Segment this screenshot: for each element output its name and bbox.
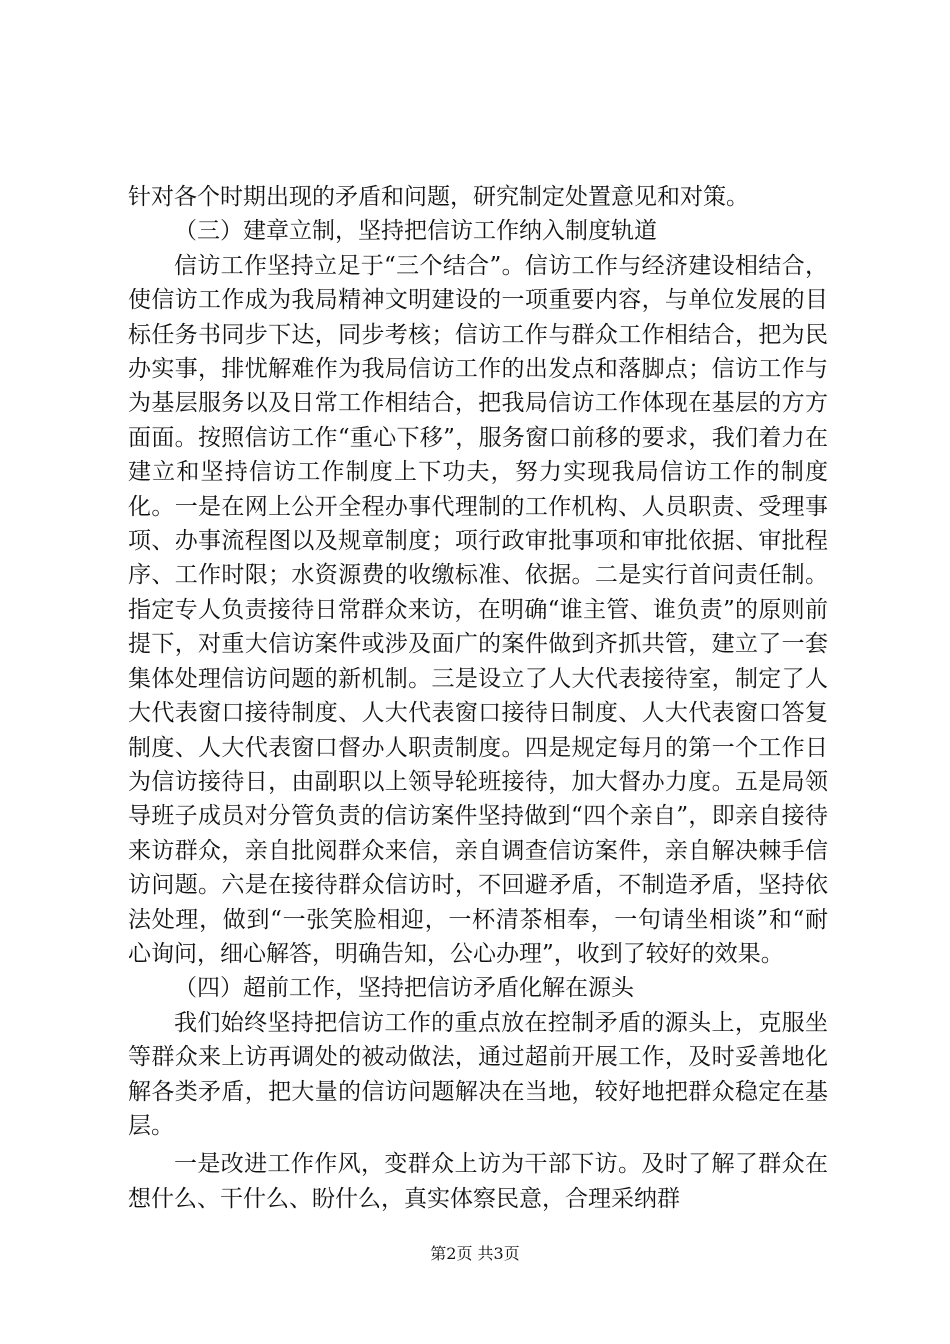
section-heading-three: （三）建章立制，坚持把信访工作纳入制度轨道: [174, 218, 657, 245]
paragraph-three-combinations: 信访工作坚持立足于“三个结合”。信访工作与经济建设相结合，使信访工作成为我局精神文明建设的一项重要内容，与单位发展的目标任务书同步下达，同步考核；信访工作与群众工作相结合，把为民办实事，排忧解难作为我局信访工作的出发点和落脚点；信访工作与为基层服务以及日常工作相结合，把我局信访工作体现在基层的方方面面。按照信访工作“重心下移”，服务窗口前移的要求，我们着力在建立和坚持信访工作制度上下功夫，努力实现我局信访工作的制度化。一是在网上公开全程办事代理制的工作机构、人员职责、受理事项、办事流程图以及规章制度；项行政审批事项和审批依据、审批程序、工作时限；水资源费的收缴标准、依据。二是实行首问责任制。指定专人负责接待日常群众来访，在明确“谁主管、谁负责”的原则前提下，对重大信访案件或涉及面广的案件做到齐抓共管，建立了一套集体处理信访问题的新机制。三是设立了人大代表接待室，制定了人大代表窗口接待制度、人大代表窗口接待日制度、人大代表窗口答复制度、人大代表窗口督办人职责制度。四是规定每月的第一个工作日为信访接待日，由副职以上领导轮班接待，加大督办力度。五是局领导班子成员对分管负责的信访案件坚持做到“四个亲自”，即亲自接待来访群众，亲自批阅群众来信，亲自调查信访案件，亲自解决棘手信访问题。六是在接待群众信访时，不回避矛盾，不制造矛盾，坚持依法处理，做到“一张笑脸相迎，一杯清茶相奉，一句请坐相谈”和“耐心询问，细心解答，明确告知，公心办理”，收到了较好的效果。: [128, 252, 828, 967]
paragraph-work-style: 一是改进工作作风，变群众上访为干部下访。及时了解了群众在想什么、干什么、盼什么，真实体察民意，合理采纳群: [128, 1151, 828, 1212]
page-number-footer: 第2页 共3页: [430, 1244, 520, 1263]
document-body: [128, 180, 828, 1216]
section-heading-four: （四）超前工作，坚持把信访矛盾化解在源头: [174, 975, 634, 1002]
paragraph-source-control: 我们始终坚持把信访工作的重点放在控制矛盾的源头上，克服坐等群众来上访再调处的被动做法，通过超前开展工作，及时妥善地化解各类矛盾，把大量的信访问题解决在当地，较好地把群众稳定在基层。: [128, 1009, 828, 1139]
paragraph-continuation: 针对各个时期出现的矛盾和问题，研究制定处置意见和对策。: [128, 184, 749, 210]
